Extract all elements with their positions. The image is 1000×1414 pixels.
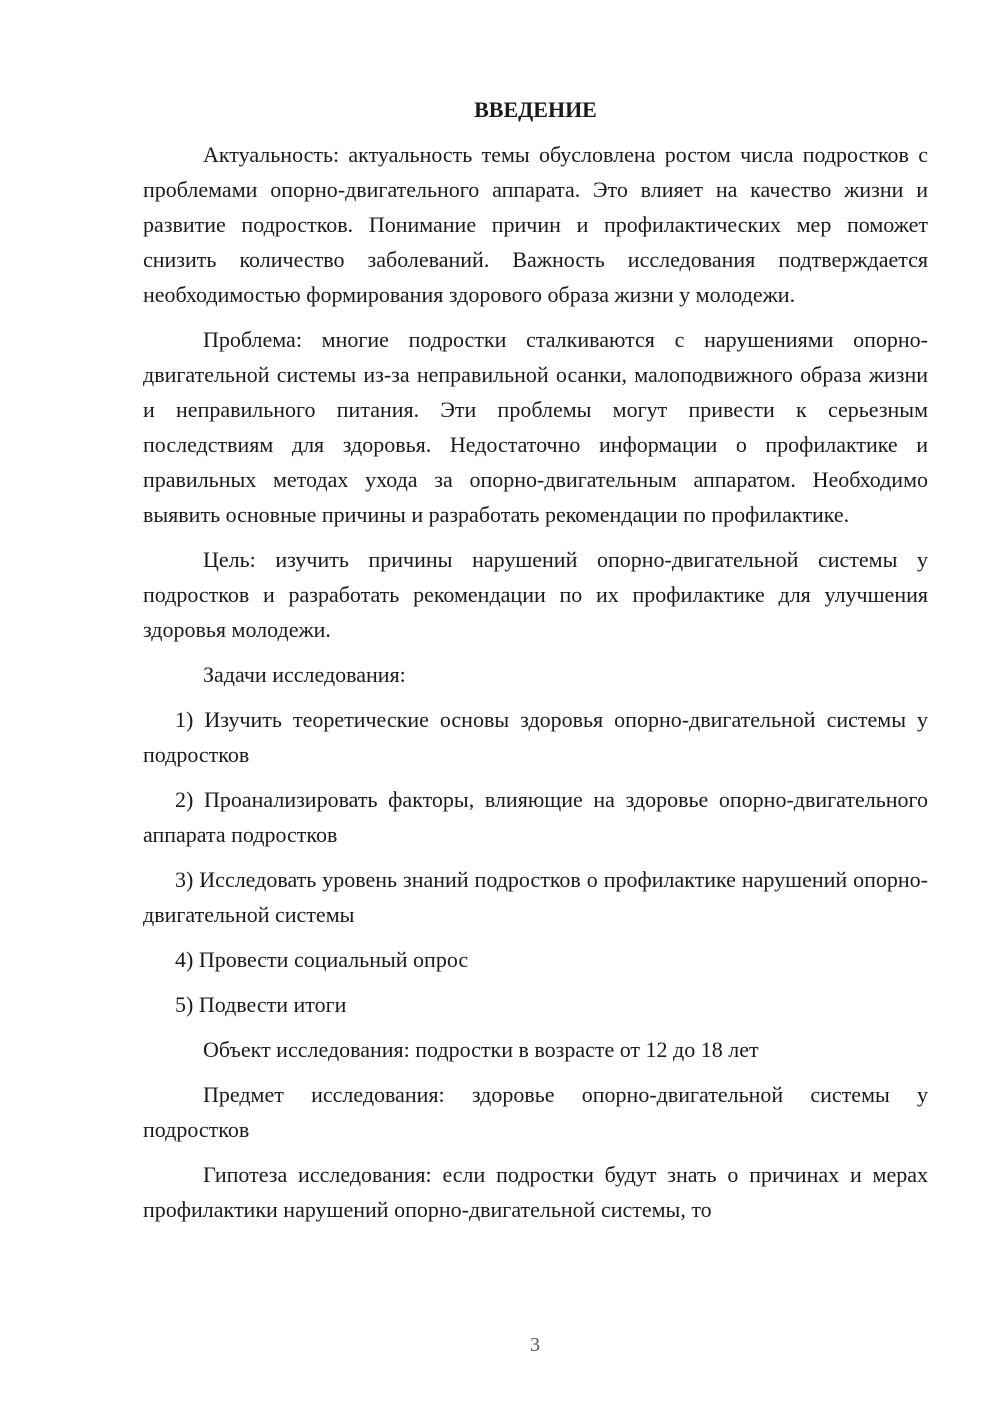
task-item: 4) Провести социальный опрос xyxy=(175,947,469,972)
paragraph-relevance: Актуальность: актуальность темы обусловлена ростом числа подростков с проблемами опорно-двигательного аппарата. Это влияет на качество жизни и развитие подростков. Понимание причин и профилактических мер поможет снизить количество заболеваний. Важность исследования подтверждается необходимостью формирования здорового образа жизни у молодежи. xyxy=(143,142,928,307)
paragraph-goal: Цель: изучить причины нарушений опорно-двигательной системы у подростков и разработать рекомендации по их профилактике для улучшения здоровья молодежи. xyxy=(143,547,928,642)
task-item: 2) Проанализировать факторы, влияющие на здоровье опорно-двигательного аппарата подростков xyxy=(143,787,928,847)
paragraph-hypothesis: Гипотеза исследования: если подростки будут знать о причинах и мерах профилактики нарушений опорно-двигательной системы, то xyxy=(143,1162,928,1222)
paragraph-object: Объект исследования: подростки в возрасте от 12 до 18 лет xyxy=(203,1037,759,1062)
section-title: ВВЕДЕНИЕ xyxy=(474,97,597,122)
paragraph-tasks-heading: Задачи исследования: xyxy=(203,662,406,687)
paragraph-subject: Предмет исследования: здоровье опорно-двигательной системы у подростков xyxy=(143,1082,928,1142)
page-number: 3 xyxy=(530,1334,540,1356)
task-item: 1) Изучить теоретические основы здоровья опорно-двигательной системы у подростков xyxy=(143,707,928,767)
task-item: 5) Подвести итоги xyxy=(175,992,347,1017)
page-content xyxy=(143,95,928,1237)
task-item: 3) Исследовать уровень знаний подростков о профилактике нарушений опорно-двигательной системы xyxy=(143,867,928,927)
paragraph-problem: Проблема: многие подростки сталкиваются с нарушениями опорно-двигательной системы из-за неправильной осанки, малоподвижного образа жизни и неправильного питания. Эти проблемы могут привести к серьезным последствиям для здоровья. Недостаточно информации о профилактике и правильных методах ухода за опорно-двигательным аппаратом. Необходимо выявить основные причины и разработать рекомендации по профилактике. xyxy=(143,327,928,527)
